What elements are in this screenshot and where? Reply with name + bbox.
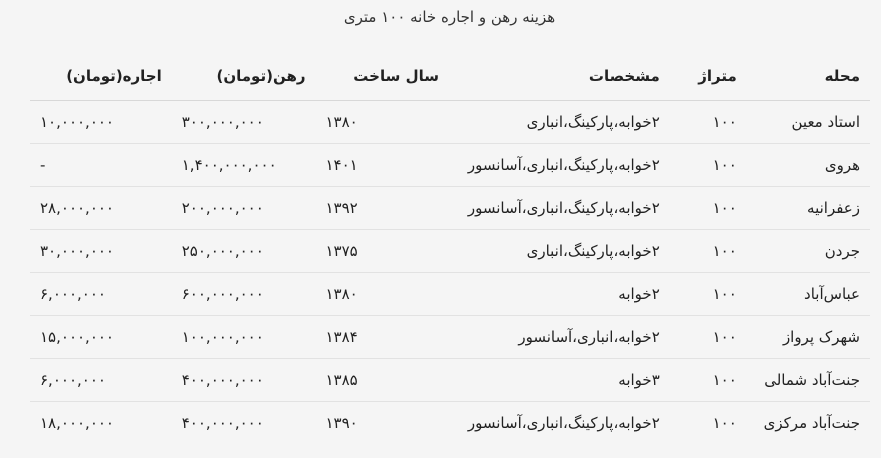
cell-area: جنت‌آباد مرکزی xyxy=(763,414,860,432)
cell-area: استاد معین xyxy=(747,101,870,144)
cell-rent: ۱۵,۰۰۰,۰۰۰ xyxy=(30,316,172,359)
cell-meterage: ۱۰۰ xyxy=(670,144,747,187)
cell-rent: ۳۰,۰۰۰,۰۰۰ xyxy=(30,230,172,273)
cell-area: شهرک پرواز xyxy=(747,316,870,359)
table-row xyxy=(30,273,870,316)
cell-specs: ۲خوابه xyxy=(449,273,670,316)
rent-table-card xyxy=(18,0,881,458)
cell-year: ۱۳۷۵ xyxy=(316,230,449,273)
header-deposit: رهن(تومان) xyxy=(172,52,316,101)
table-header-row xyxy=(30,52,870,101)
cell-year: ۱۳۹۲ xyxy=(316,187,449,230)
cell-deposit: ۳۰۰,۰۰۰,۰۰۰ xyxy=(172,101,316,144)
cell-year: ۱۳۸۰ xyxy=(316,101,449,144)
table-row xyxy=(30,144,870,187)
cell-meterage: ۱۰۰ xyxy=(670,273,747,316)
cell-specs: ۲خوابه،پارکینگ،انباری xyxy=(449,101,670,144)
cell-deposit: ۴۰۰,۰۰۰,۰۰۰ xyxy=(172,359,316,402)
cell-deposit: ۱۰۰,۰۰۰,۰۰۰ xyxy=(172,316,316,359)
cell-meterage: ۱۰۰ xyxy=(670,101,747,144)
cell-deposit: ۶۰۰,۰۰۰,۰۰۰ xyxy=(172,273,316,316)
cell-year: ۱۴۰۱ xyxy=(316,144,449,187)
header-area: محله xyxy=(747,52,870,101)
header-meterage: متراژ xyxy=(670,52,747,101)
cell-area: زعفرانیه xyxy=(747,187,870,230)
cell-rent: ۱۸,۰۰۰,۰۰۰ xyxy=(40,414,114,432)
cell-year: ۱۳۸۰ xyxy=(316,273,449,316)
cell-specs: ۳خوابه xyxy=(449,359,670,402)
cell-deposit: ۴۰۰,۰۰۰,۰۰۰ xyxy=(181,414,264,432)
cell-meterage: ۱۰۰ xyxy=(670,187,747,230)
cell-rent: ۲۸,۰۰۰,۰۰۰ xyxy=(30,187,172,230)
cell-specs: ۲خوابه،انباری،آسانسور xyxy=(449,316,670,359)
cell-specs: ۲خوابه،پارکینگ،انباری،آسانسور xyxy=(449,187,670,230)
cell-year: ۱۳۹۰ xyxy=(325,414,358,432)
cell-meterage: ۱۰۰ xyxy=(670,316,747,359)
cell-specs: ۲خوابه،پارکینگ،انباری،آسانسور xyxy=(467,414,660,432)
cell-year: ۱۳۸۴ xyxy=(316,316,449,359)
table-row xyxy=(30,101,870,144)
table-caption: هزینه رهن و اجاره خانه ۱۰۰ متری xyxy=(343,8,556,26)
cell-meterage: ۱۰۰ xyxy=(670,230,747,273)
cell-meterage: ۱۰۰ xyxy=(712,414,737,432)
cell-area: هروی xyxy=(747,144,870,187)
header-specs: مشخصات xyxy=(449,52,670,101)
cell-rent: - xyxy=(30,144,172,187)
cell-area: عباس‌آباد xyxy=(747,273,870,316)
table-row xyxy=(30,230,870,273)
header-rent: اجاره(تومان) xyxy=(30,52,172,101)
cell-specs: ۲خوابه،پارکینگ،انباری،آسانسور xyxy=(449,144,670,187)
cell-area: جنت‌آباد شمالی xyxy=(747,359,870,402)
cell-rent: ۶,۰۰۰,۰۰۰ xyxy=(30,273,172,316)
cell-rent: ۶,۰۰۰,۰۰۰ xyxy=(30,359,172,402)
cell-specs: ۲خوابه،پارکینگ،انباری xyxy=(449,230,670,273)
cell-deposit: ۱,۴۰۰,۰۰۰,۰۰۰ xyxy=(172,144,316,187)
cell-deposit: ۲۵۰,۰۰۰,۰۰۰ xyxy=(172,230,316,273)
table-row xyxy=(30,187,870,230)
cell-rent: ۱۰,۰۰۰,۰۰۰ xyxy=(30,101,172,144)
header-year: سال ساخت xyxy=(316,52,449,101)
cell-deposit: ۲۰۰,۰۰۰,۰۰۰ xyxy=(172,187,316,230)
table-row xyxy=(30,359,870,402)
cell-meterage: ۱۰۰ xyxy=(670,359,747,402)
table-row xyxy=(30,402,870,445)
cell-year: ۱۳۸۵ xyxy=(316,359,449,402)
rent-table xyxy=(30,52,870,444)
table-row xyxy=(30,316,870,359)
cell-area: جردن xyxy=(747,230,870,273)
